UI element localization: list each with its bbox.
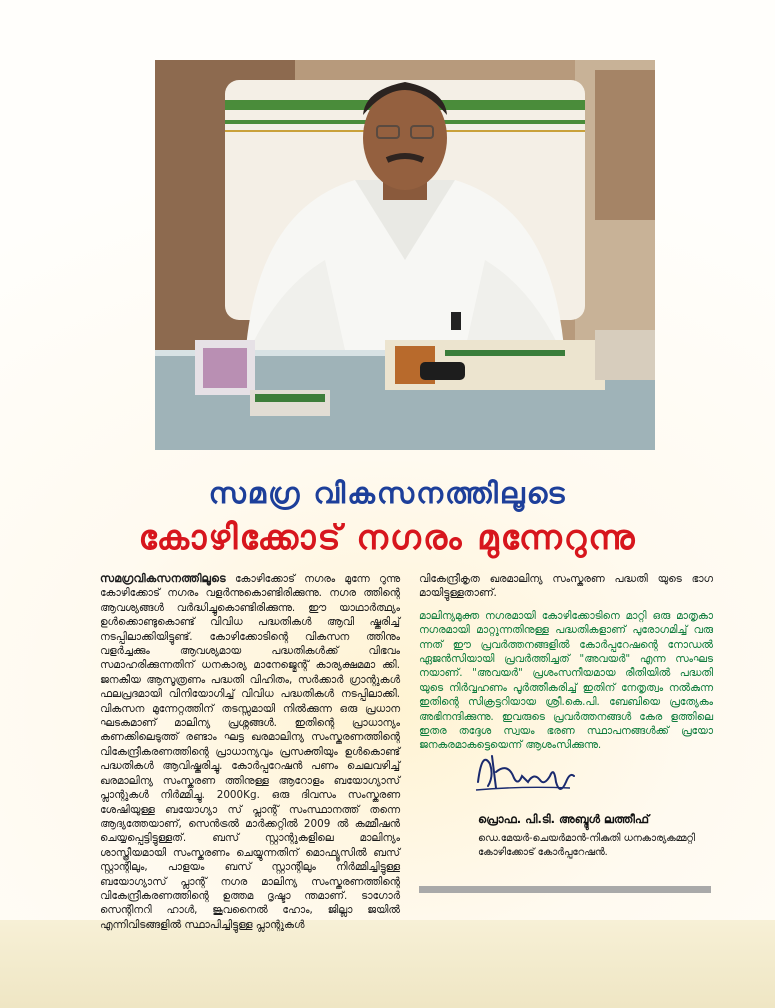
signatory-name: പ്രൊഫ. പി.ടി. അബ്ദുൾ ലത്തീഫ് [478,812,650,826]
signatory-title-line-1: ഡെ.മേയർ-ചെയർമാൻ-നികുതി ധനകാര്യകമ്മറ്റി [478,833,695,844]
portrait-photo [155,60,655,450]
headline-line-2: കോഴിക്കോട് നഗരം മുന്നേറുന്നു [138,518,637,558]
article-right-column [419,572,713,761]
signatory-title [478,832,718,860]
article-lead-word: സമഗ്രവികസനത്തിലൂടെ [100,572,226,585]
headline-line-1: സമഗ്ര വികസനത്തിലൂടെ [208,476,567,510]
article-right-paragraph-2: മാലിന്യമുക്ത നഗരമായി കോഴിക്കോടിനെ മാറ്റി ഒരു മാതൃകാ നഗരമായി മാറ്റുന്നതിനുള്ള പദ്ധതികളാണ് പുരോഗമിച്ച് വരു ന്നത് ഈ പ്രവർത്തനങ്ങളിൽ കോർപ്പറേഷന്റെ നോഡൽ ഏജൻസിയായി പ്രവർത്തിച്ചത് "അവയർ" എന്ന സംഘട നയാണ്. "അവയർ" പ്രശംസനീയമായ രീതിയിൽ പദ്ധതി യുടെ നിർവ്വഹണം പൂർത്തീകരിച്ച് ഇതിന് നേതൃത്വം നൽകുന്ന ഇതിന്റെ സിക്രട്ടറിയായ ശ്രീ.കെ.പി. ബേബിയെ പ്രത്യേകം അഭിനന്ദിക്കുന്നു. ഇവരുടെ പ്രവർത്തനങ്ങൾ കേര ളത്തിലെ ഇതര തദ്ദേശ സ്വയം ഭരണ സ്ഥാപനങ്ങൾക്ക് പ്രയോ ജനകരമാകട്ടെയെന്ന് ആശംസിക്കുന്നു. [419,609,713,752]
handwritten-signature [470,742,580,804]
divider-bar [419,886,711,893]
bottom-band [0,920,775,1008]
article-left-column [100,572,400,932]
article-right-paragraph-1: വികേന്ദ്രീകൃത ഖരമാലിന്യ സംസ്കരണ പദ്ധതി യുടെ ഭാഗ മായിട്ടുള്ളതാണ്. [419,573,713,600]
signatory-title-line-2: കോഴിക്കോട് കോർപ്പറേഷൻ. [478,847,608,858]
article-left-body: കോഴിക്കോട് നഗരം മുന്നേ റുന്നു കോഴിക്കോട് നഗരം വളർന്നുകൊണ്ടിരിക്കുന്നു. നഗര ത്തിന്റെ ആവശ്യങ്ങൾ വർദ്ധിച്ചുകൊണ്ടിരിക്കുന്നു. ഈ യാഥാർത്ഥ്യം ഉൾക്കൊണ്ടുകൊണ്ട് വിവിധ പദ്ധതികൾ ആവി ഷ്കരിച്ച് നടപ്പിലാക്കിയിട്ടുണ്ട്. കോഴിക്കോടിന്റെ വികസന ത്തിനും വളർച്ചക്കും ആവശ്യമായ പദ്ധതികൾക്ക് വിഭവം സമാഹരിക്കുന്നതിന് ധനകാര്യ മാനേജ്മെന്റ് കാര്യക്ഷമമാ ക്കി. ജനകീയ ആസൂത്രണം പദ്ധതി വിഹിതം, സർക്കാർ ഗ്രാന്റുകൾ ഫലപ്രദമായി വിനിയോഗിച്ച് വിവിധ പദ്ധതികൾ നടപ്പിലാക്കി. വികസന മുന്നേറ്റത്തിന് തടസ്സമായി നിൽക്കുന്ന ഒരു പ്രധാന ഘടകമാണ് മാലിന്യ പ്രശ്നങ്ങൾ. ഇതിന്റെ പ്രാധാന്യം കണക്കിലെടുത്ത് രണ്ടാം ഘട്ട ഖരമാലിന്യ സംസ്കരണത്തിന്റെ വികേന്ദ്രീകരണത്തിന്റെ പ്രാധാന്യവും പ്രസക്തിയും ഉൾകൊണ്ട് പദ്ധതികൾ ആവിഷ്കരിച്ചു. കോർപ്പറേഷൻ പണം ചെലവഴിച്ച് ഖരമാലിന്യ സംസ്കരണ ത്തിനുള്ള ആറോളം ബയോഗ്യാസ് പ്ലാന്റുകൾ നിർമ്മിച്ചു. 2000Kg. ഒരു ദിവസം സംസ്കരണ ശേഷിയുള്ള ബയോഗ്യാ സ് പ്ലാന്റ് സംസ്ഥാനത്ത് തന്നെ ആദ്യത്തേയാണ്, സെൻട്രൽ മാർക്കറ്റിൽ 2009 ൽ കമ്മീഷൻ ചെയ്യപ്പെട്ടിട്ടുള്ളത്. ബസ് സ്റ്റാന്റുകളിലെ മാലിന്യം ശാസ്ത്രീയമായി സംസ്കരണം ചെയ്യുന്നതിന് മൊഫ്യൂസിൽ ബസ് സ്റ്റാന്റിലും, പാളയം ബസ് സ്റ്റാന്റിലും നിർമ്മിച്ചിട്ടുള്ള ബയോഗ്യാസ് പ്ലാന്റ് നഗര മാലിന്യ സംസ്കരണത്തിന്റെ വികേന്ദ്രീകരണത്തിന്റെ ഉത്തമ ദൃഷ്ടാ ന്തമാണ്. ടാഗോർ സെന്റിനറി ഹാൾ, ജൂവനൈൽ ഹോം, ജില്ലാ ജയിൽ എന്നിവിടങ്ങളിൽ സ്ഥാപിച്ചിട്ടുള്ള പ്ലാന്റുകൾ [100,573,400,931]
